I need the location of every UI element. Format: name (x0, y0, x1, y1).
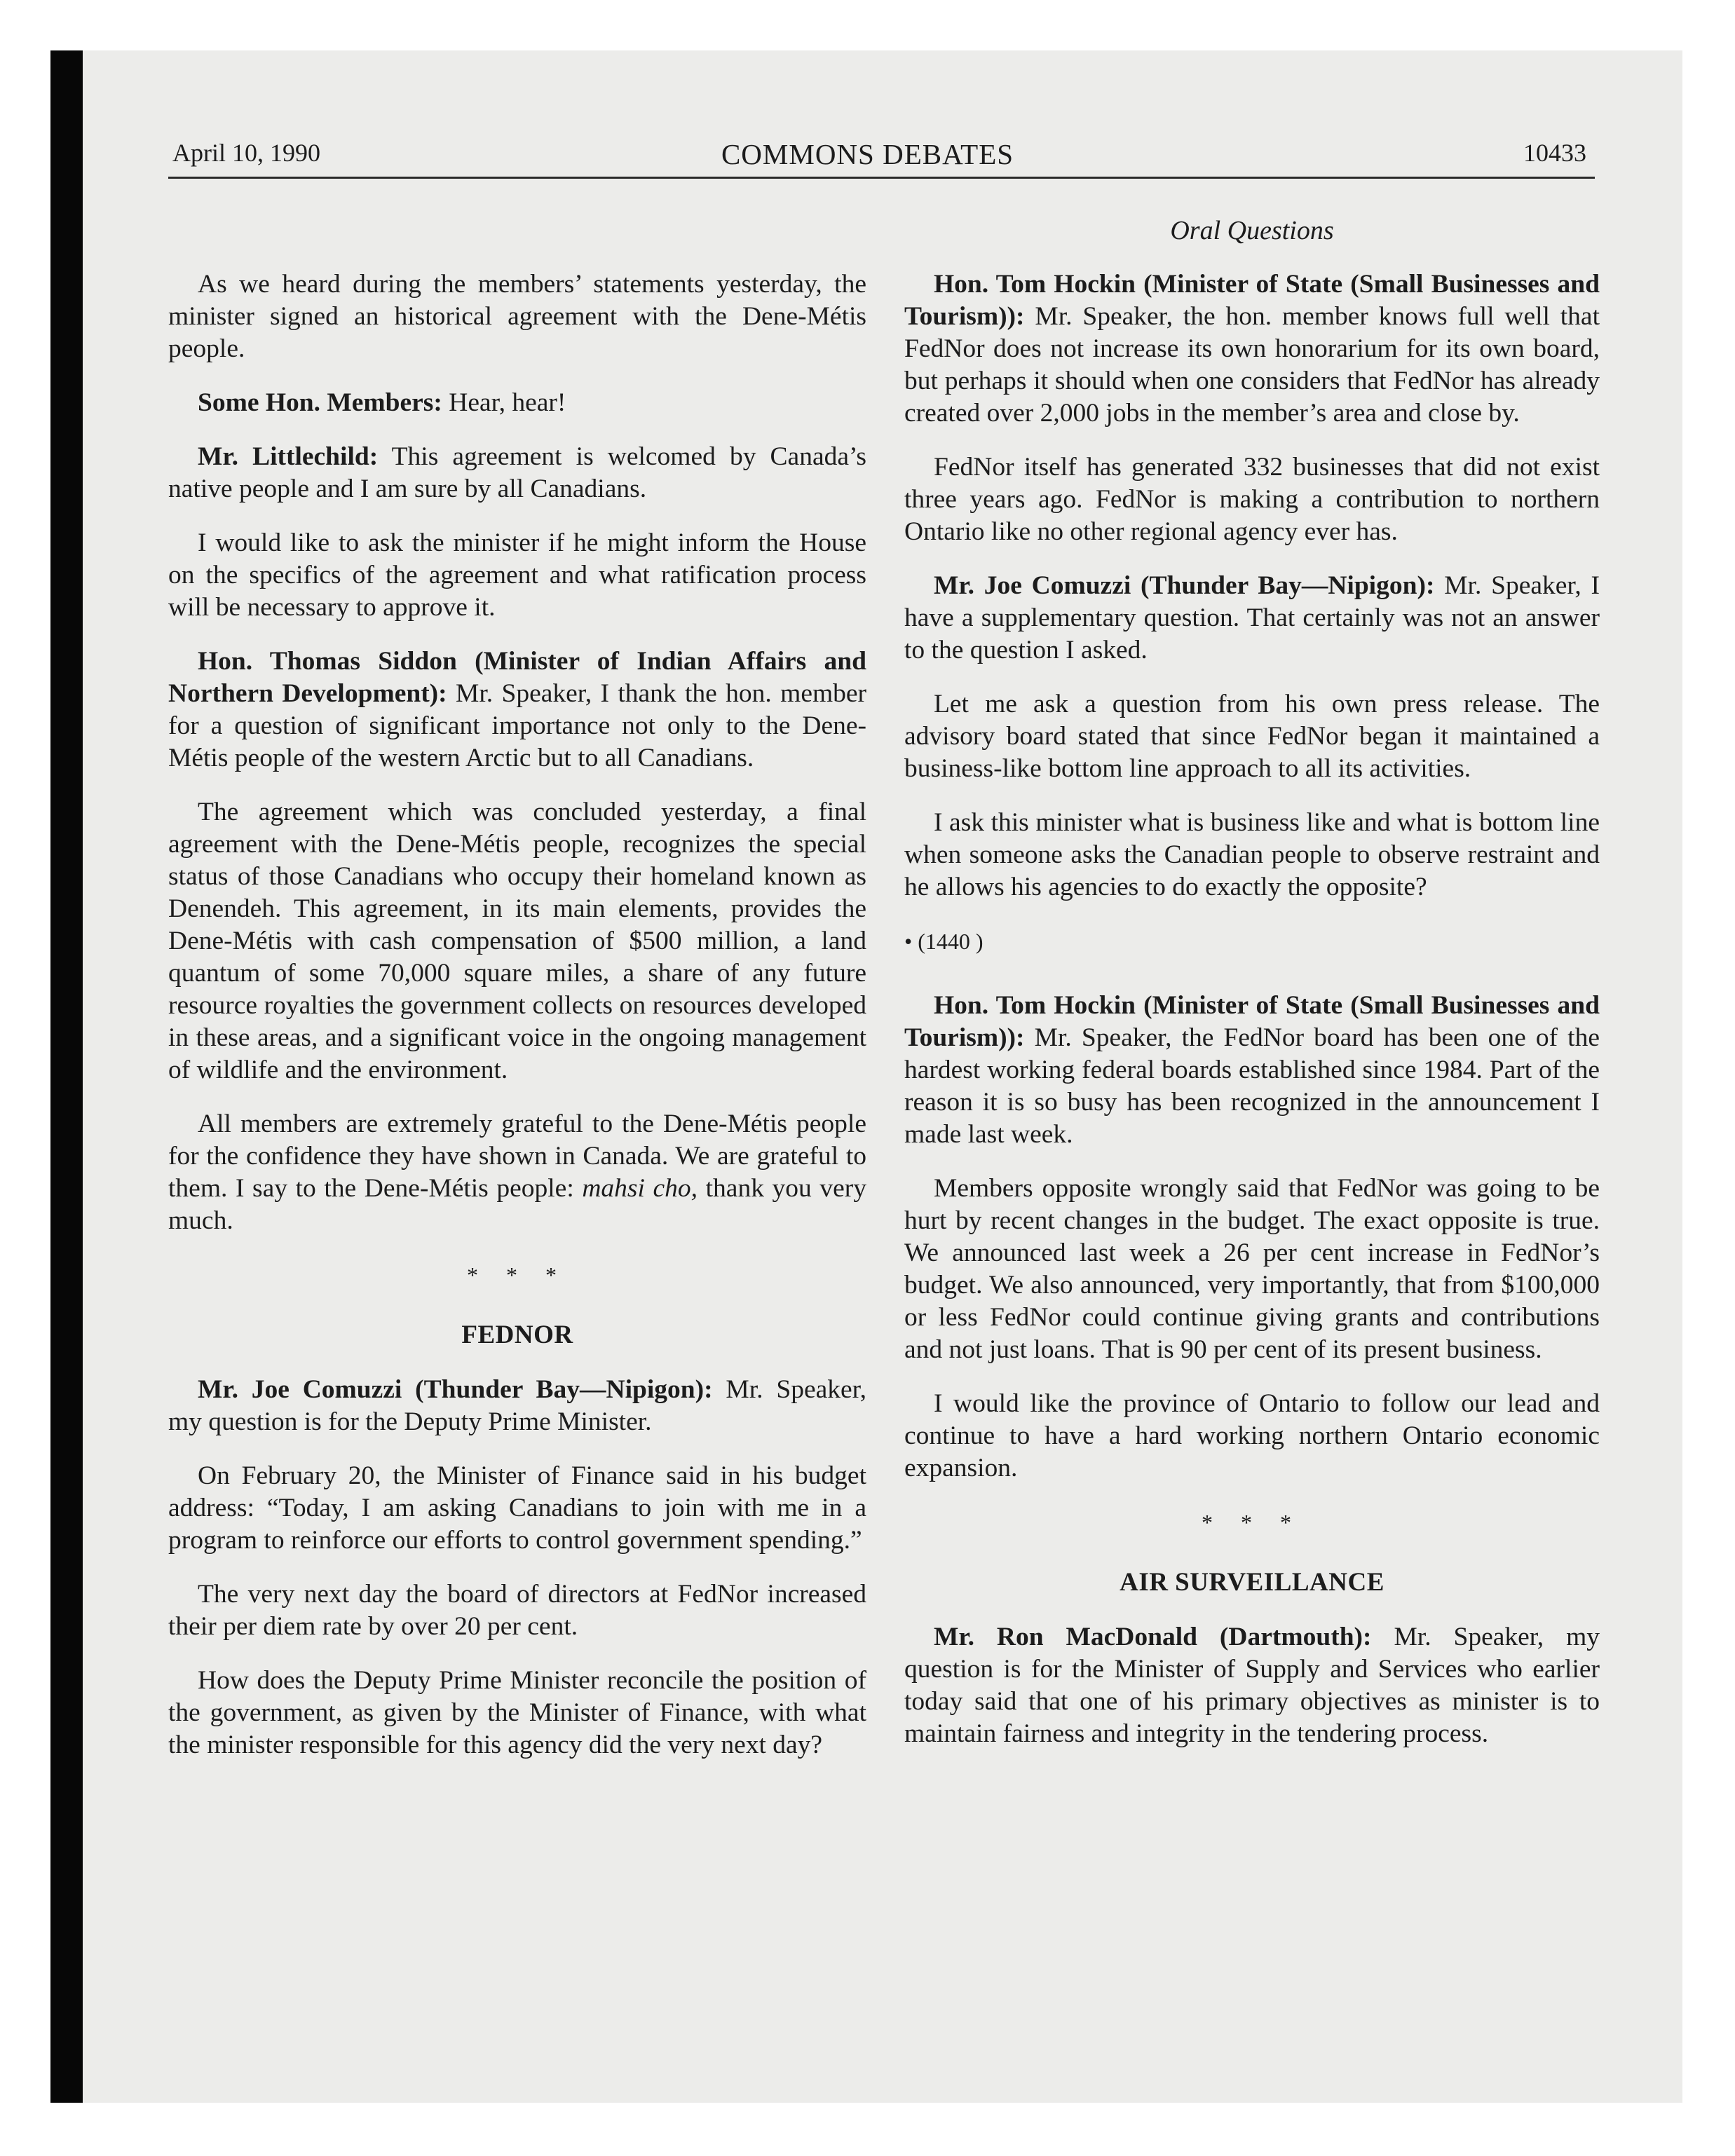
speech-text: Mr. Speaker, the hon. member knows full well that FedNor does not increase its own honorarium for its own board, but perhaps it should when one considers that FedNor has already created over 2,000 jobs in the member’s area and close by. (904, 302, 1600, 428)
speaker-name: Some Hon. Members: (198, 388, 442, 417)
paragraph: FedNor itself has generated 332 businesses that did not exist three years ago. FedNor is making a contribution to northern Ontario like no other regional agency ever has. (904, 453, 1600, 546)
speaker-name: Mr. Ron MacDonald (Dartmouth): (934, 1623, 1372, 1651)
paragraph (168, 387, 866, 419)
paragraph (904, 268, 1600, 430)
speech-text: Mr. Speaker, my question is for the Minister of Supply and Services who earlier today said that one of his primary objectives as minister is to maintain fairness and integrity in the tendering process. (904, 1623, 1600, 1748)
paragraph (904, 990, 1600, 1151)
paragraph: I ask this minister what is business like and what is bottom line when someone asks the Canadian people to observe restraint and he allows his agencies to do exactly the opposite? (904, 808, 1600, 901)
speaker-name: Mr. Joe Comuzzi (Thunder Bay—Nipigon): (934, 571, 1435, 600)
section-label: Oral Questions (1170, 216, 1334, 245)
italic-phrase: mahsi cho, (582, 1174, 698, 1203)
paragraph (904, 570, 1600, 667)
paragraph: Let me ask a question from his own press release. The advisory board stated that since FedNor began it maintained a business-like bottom line approach to all its activities. (904, 690, 1600, 783)
paragraph (168, 441, 866, 505)
paragraph: As we heard during the members’ statements yesterday, the minister signed an historical agreement with the Dene-Métis people. (168, 270, 866, 363)
paragraph (168, 646, 866, 775)
header-page-number: 10433 (1523, 139, 1586, 167)
paragraph: I would like to ask the minister if he might inform the House on the specifics of the agreement and what ratification process will be necessary to approve it. (168, 528, 866, 622)
section-separator: * * * (467, 1262, 568, 1288)
header-date: April 10, 1990 (172, 139, 320, 167)
section-separator: * * * (1202, 1510, 1302, 1535)
speech-text: This agreement is welcomed by Canada’s native people and I am sure by all Canadians. (168, 442, 866, 503)
speaker-name: Mr. Littlechild: (198, 442, 379, 471)
speaker-name: Hon. Tom Hockin (Minister of State (Small Businesses and Tourism)): (904, 270, 1600, 331)
header-rule (168, 177, 1595, 179)
timestamp: • (1440 ) (904, 929, 984, 954)
right-column (904, 214, 1600, 1772)
speech-text: Mr. Speaker, I thank the hon. member for a question of significant importance not only to the Dene-Métis people of the western Arctic but to all Canadians. (168, 679, 867, 772)
paragraph: I would like the province of Ontario to follow our lead and continue to have a hard working northern Ontario economic expansion. (904, 1389, 1600, 1482)
speech-text: thank you very much. (168, 1174, 867, 1235)
paragraph: Members opposite wrongly said that FedNor was going to be hurt by recent changes in the budget. The exact opposite is true. We announced last week a 26 per cent increase in FedNor’s budget. We also announced, very importantly, that from $100,000 or less FedNor could continue giving grants and contributions and not just loans. That is 90 per cent of its present business. (904, 1174, 1600, 1364)
speaker-name: Mr. Joe Comuzzi (Thunder Bay—Nipigon): (198, 1375, 713, 1404)
paragraph (168, 1108, 866, 1237)
left-column (168, 268, 866, 1783)
paragraph: How does the Deputy Prime Minister reconcile the position of the government, as given by the Minister of Finance, with what the minister responsible for this agency did the very next day? (168, 1666, 866, 1759)
speaker-name: Hon. Tom Hockin (Minister of State (Small Businesses and Tourism)): (904, 991, 1600, 1052)
paragraph: The very next day the board of directors at FedNor increased their per diem rate by over 20 per cent. (168, 1580, 866, 1641)
speech-text: Hear, hear! (449, 388, 566, 417)
section-heading: AIR SURVEILLANCE (1120, 1568, 1384, 1597)
speech-text: Mr. Speaker, my question is for the Deputy Prime Minister. (168, 1375, 867, 1436)
paragraph (904, 1621, 1600, 1750)
speech-text: All members are extremely grateful to the Dene-Métis people for the confidence they have shown in Canada. We are grateful to them. I say to the Dene-Métis people: (168, 1110, 866, 1203)
section-heading: FEDNOR (461, 1321, 573, 1349)
paragraph: The agreement which was concluded yesterday, a final agreement with the Dene-Métis people, recognizes the special status of those Canadians who occupy their homeland known as Denendeh. This agreement, in its main elements, provides the Dene-Métis with cash compensation of $500 million, a land quantum of some 70,000 square miles, a share of any future resource royalties the government collects on resources developed in these areas, and a significant voice in the ongoing management of wildlife and the environment. (168, 798, 866, 1084)
speech-text: Mr. Speaker, the FedNor board has been one of the hardest working federal boards established since 1984. Part of the reason it is so busy has been recognized in the announcement I made last week. (904, 1023, 1600, 1149)
paragraph (168, 1374, 866, 1438)
speaker-name: Hon. Thomas Siddon (Minister of Indian Affairs and Northern Development): (168, 647, 866, 708)
header-publication-title: COMMONS DEBATES (721, 138, 1014, 170)
speech-text: Mr. Speaker, I have a supplementary question. That certainly was not an answer to the question I asked. (904, 571, 1600, 664)
paragraph: On February 20, the Minister of Finance said in his budget address: “Today, I am asking Canadians to join with me in a program to reinforce our efforts to control government spending.” (168, 1461, 866, 1555)
